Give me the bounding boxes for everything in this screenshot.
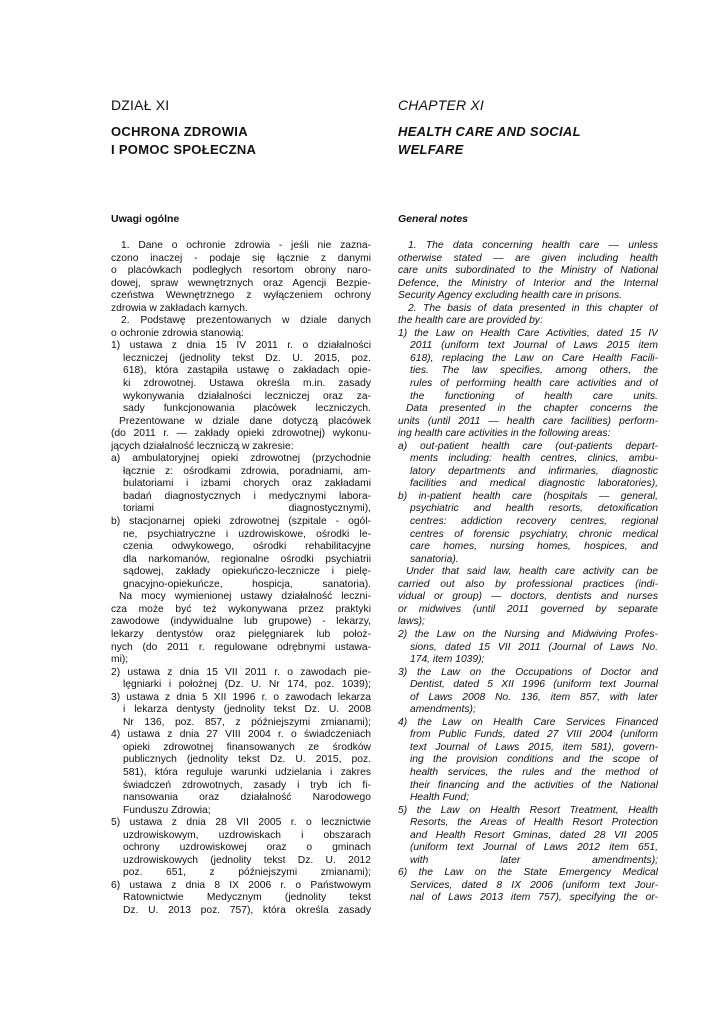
text-line: rules of performing health care activities and of [410,378,658,390]
text-line: sions, dated 15 VII 2011 (Journal of Laws No. [410,641,658,653]
text-line: wykonywania działalności leczniczej oraz za- [123,390,371,402]
text-line: jących działalność leczniczą w zakresie: [111,440,294,452]
text-line: poz. 651, z późniejszymi zmianami); [123,867,371,879]
text-line: health services, the rules and the method of [410,766,658,778]
text-line: from Public Funds, dated 27 VIII 2004 (uniform [410,729,658,741]
notes-body [398,240,658,905]
text-line: Defence, the Ministry of Interior and the Internal [398,277,658,289]
text-line: Dz. U. 2013 poz. 757), która określa zasady [123,904,371,916]
text-line: otherwise stated — are given including health [398,252,658,264]
text-line: centres of forensic psychiatry, chronic medical [410,528,658,540]
chapter-title-line: WELFARE [398,142,464,157]
text-line: units (until 2011 — health care facilities) perform- [398,415,658,427]
text-line: sady funkcjonowania placówek leczniczych. [123,403,371,415]
text-line: sanatoria). [410,553,459,565]
text-line: (uniform text Journal of Laws 2012 item 651, [410,842,658,854]
text-line: 2. The basis of data presented in this chapter of [408,302,658,314]
text-line: badań diagnostycznych i medycznymi labora- [123,490,371,502]
text-line: ing the provision conditions and the scope of [410,754,658,766]
text-line: 1. The data concerning health care — unless [408,240,658,251]
text-line: 3) the Law on the Occupations of Doctor and [398,666,658,678]
text-line: latory departments and infirmaries, diagnostic [410,465,658,477]
text-line: czono inaczej - podaje się łącznie z danymi [111,252,371,264]
text-line: lekarzy dentystów oraz pielęgniarek lub położ- [111,628,371,640]
text-line: zawodowe (indywidualne lub grupowe) - lekarzy, [111,616,371,628]
notes-heading: General notes [398,213,469,225]
text-line: Services, dated 8 IX 2006 (uniform text Jour- [410,879,658,891]
text-line: centres: addiction recovery centres, regional [410,516,658,528]
text-line: dla narkomanów, regionalne ośrodki psychiatrii [123,553,371,565]
text-line: 2011 (uniform text Journal of Laws 2015 item [410,340,658,352]
text-line: a) ambulatoryjnej opieki zdrowotnej (przychodnie [111,453,371,465]
text-line: amendments); [410,704,476,716]
chapter-number: DZIAŁ XI [111,97,170,113]
text-line: czeństwa Wewnętrznego z wyłączeniem ochrony [111,290,371,302]
text-line: świadczeń zdrowotnych, zasady i tryb ich fi- [123,779,371,791]
text-line: publicznych (jednolity tekst Dz. U. 2015, poz. [123,754,371,766]
text-line: vidual or group) — doctors, dentists and nurses [398,591,658,603]
text-line: ochrony uzdrowiskowej oraz o gminach [123,842,371,854]
text-line: 1) the Law on Health Care Activities, dated 15 IV [398,327,658,339]
text-line: zdrowia w zakładach karnych. [111,302,248,314]
text-line: ne, psychiatryczne i uzdrowiskowe, ośrodki le- [123,528,371,540]
text-line: 6) ustawa z dnia 8 IX 2006 r. o Państwowym [111,879,371,891]
text-line: o ochronie zdrowia stanowią: [111,327,244,339]
text-line: b) stacjonarnej opieki zdrowotnej (szpitale - ogól- [111,516,371,528]
text-line: sądowej, zakłady opiekuńczo-lecznicze i pielę- [123,566,371,578]
text-line: of Laws 2008 No. 136, item 857, with later [410,691,658,703]
text-line: 618), która zastąpiła ustawę o zakładach opie- [123,365,371,377]
text-line: Under that said law, health care activity can be [406,566,658,578]
text-line: psychiatric and health resorts, detoxification [410,503,658,515]
chapter-title-line: I POMOC SPOŁECZNA [111,142,257,157]
chapter-title [111,123,371,159]
text-line: gnacyjno-opiekuńcze, hospicja, sanatoria). [123,578,371,590]
text-line: 618), replacing the Law on Care Health Facili- [410,352,658,364]
text-line: 174, item 1039); [410,654,485,666]
text-line: a) out-patient health care (out-patients depart- [398,440,658,452]
text-line: and Health Resort Gminas, dated 28 VII 2005 [410,829,658,841]
text-line: bulatoriami i izbami chorych oraz zakładami [123,478,371,490]
text-line: o placówkach podległych resortom obrony naro- [111,265,371,277]
text-line: Nr 136, poz. 857, z późniejszymi zmianami); [123,716,371,728]
text-line: the functioning of health care units. [410,390,658,402]
text-line: 4) the Law on Health Care Services Financed [398,716,658,728]
text-line: czenia odwykowego, ośrodki rehabilitacyjne [123,541,371,553]
text-line: laws); [398,616,425,628]
text-line: 3) ustawa z dnia 5 XII 1996 r. o zawodach lekarza [111,691,371,703]
text-line: text Journal of Laws 2015, item 581), govern- [410,741,658,753]
text-line: Ratownictwie Medycznym (jednolity tekst [123,892,371,904]
text-line: ing health care activities in the following areas: [398,428,611,440]
text-line: łącznie z: ośrodkami zdrowia, poradniami, am- [123,465,371,477]
text-line: care homes, nursing homes, hospices, and [410,541,658,553]
text-line: 6) the Law on the State Emergency Medical [398,867,658,879]
text-line: facilities and medical diagnostic laboratories), [410,478,658,490]
text-line: 1) ustawa z dnia 15 IV 2011 r. o działalności [111,340,371,352]
text-line: Resorts, the Areas of Health Resort Protection [410,817,658,829]
text-line: Health Fund; [410,792,469,804]
notes-heading: Uwagi ogólne [111,213,180,225]
text-line: Dentist, dated 5 XII 1996 (uniform text Journal [410,679,658,691]
text-line: Prezentowane w dziale dane dotyczą placówek [119,415,371,427]
text-line: care units subordinated to the Ministry of National [398,265,658,277]
text-line: Funduszu Zdrowia; [123,804,211,816]
text-line: toriami diagnostycznymi), [123,503,371,515]
text-line: 2) ustawa z dnia 15 VII 2011 r. o zawodach pie- [111,666,371,678]
chapter-title-line: OCHRONA ZDROWIA [111,124,248,139]
text-line: ments including: health centres, clinics, ambu- [410,453,658,465]
text-line: ties. The law specifies, among others, the [410,365,658,377]
chapter-title-line: HEALTH CARE AND SOCIAL [398,124,581,139]
text-line: Data presented in the chapter concerns the [406,403,658,415]
text-line: 1. Dane o ochronie zdrowia - jeśli nie zazna- [121,240,371,251]
text-line: 5) ustawa z dnia 28 VII 2005 r. o lecznictwie [111,817,371,829]
text-line: carried out also by professional practices (indi- [398,578,658,590]
text-line: ki zdrowotnej. Ustawa określa m.in. zasady [123,378,371,390]
text-line: uzdrowiskowym, uzdrowiskach i obszarach [123,829,371,841]
text-line: nych (do 2011 r. regulowane odrębnymi ustawa- [111,641,371,653]
chapter-number: CHAPTER XI [398,97,485,113]
text-line: dowej, spraw wewnętrznych oraz Agencji Bezpie- [111,277,371,289]
text-line: Security Agency excluding health care in prisons. [398,290,622,302]
text-line: opieki zdrowotnej finansowanych ze środków [123,741,371,753]
text-line: mi); [111,654,129,666]
notes-body [111,240,371,918]
text-line: nansowania oraz działalność Narodowego [123,792,371,804]
text-line: their financing and the activities of the National [410,779,658,791]
text-line: cza może być też wykonywana przez praktyki [111,603,371,615]
text-line: b) in-patient health care (hospitals — general, [398,490,658,502]
text-line: 4) ustawa z dnia 27 VIII 2004 r. o świadczeniach [111,729,371,741]
text-line: nal of Laws 2013 item 757), specifying the or- [410,892,658,904]
text-line: with later amendments); [410,854,658,866]
text-line: i lekarza dentysty (jednolity tekst Dz. U. 2008 [123,704,371,716]
text-line: (do 2011 r. — zakłady opieki zdrowotnej) wykonu- [111,428,371,440]
chapter-title [398,123,658,159]
text-line: leczniczej (jednolity tekst Dz. U. 2015, poz. [123,352,371,364]
text-line: 5) the Law on Health Resort Treatment, Health [398,804,658,816]
text-line: 2. Podstawę prezentowanych w dziale danych [121,315,371,327]
text-line: lęgniarki i położnej (Dz. U. Nr 174, poz. 1039); [123,679,371,691]
text-line: the health care are provided by: [398,315,543,327]
text-line: or midwives (until 2011 governed by separate [398,603,658,615]
text-line: uzdrowiskowych (jednolity tekst Dz. U. 2012 [123,854,371,866]
text-line: 581), która reguluje warunki udzielania i zakres [123,766,371,778]
text-line: Na mocy wymienionej ustawy działalność leczni- [119,591,371,603]
text-line: 2) the Law on the Nursing and Midwiving Profes- [398,628,658,640]
